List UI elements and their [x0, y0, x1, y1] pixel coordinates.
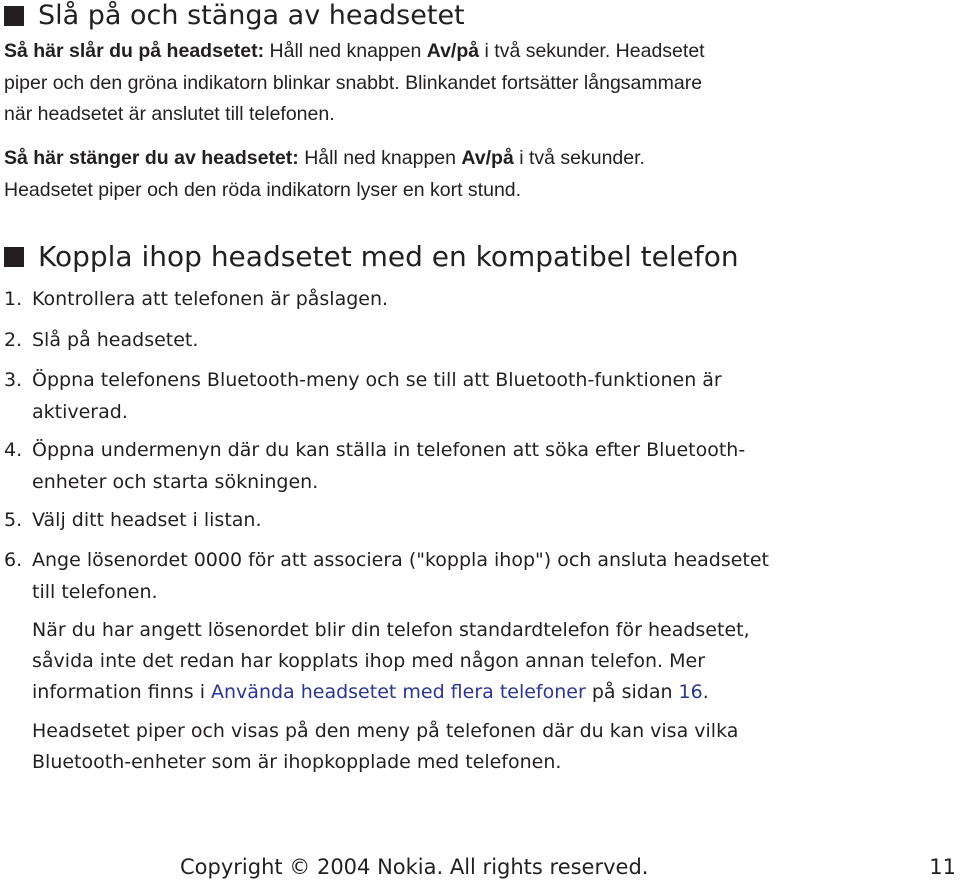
list-item: 6. Ange lösenordet 0000 för att associera ("koppla ihop") och ansluta headsetet till telefonen.: [4, 549, 770, 603]
cross-reference-link[interactable]: Använda headsetet med flera telefoner: [211, 681, 586, 703]
copyright-footer: Copyright © 2004 Nokia. All rights reserved.: [180, 855, 649, 879]
section-heading-power: [4, 0, 465, 32]
power-on-line-3: när headsetet är anslutet till telefonen.: [4, 103, 335, 125]
page-number: 11: [929, 855, 956, 879]
pairing-note: När du har angett lösenordet blir din telefon standardtelefon för headsetet, såvida inte det redan har kopplats ihop med någon annan telefon. Mer information finns i Använda headsetet med flera telefoner på sidan 16.: [32, 619, 750, 703]
square-bullet-icon: [4, 6, 24, 26]
section-heading-pairing: [4, 240, 739, 274]
power-on-line-1: Så här slår du på headsetet: Håll ned knappen Av/på i två sekunder. Headsetet: [4, 40, 705, 62]
list-item: 2. Slå på headsetet.: [4, 329, 199, 351]
power-on-line-2: piper och den gröna indikatorn blinkar snabbt. Blinkandet fortsätter långsammare: [4, 71, 703, 94]
list-item: 5. Välj ditt headset i listan.: [4, 509, 262, 531]
list-item: 4. Öppna undermenyn där du kan ställa in telefonen att söka efter Bluetooth- enheter och starta sökningen.: [4, 439, 746, 493]
heading-text: Slå på och stänga av headsetet: [38, 0, 465, 31]
confirmation-note: Headsetet piper och visas på den meny på telefonen där du kan visa vilka Bluetooth-enheter som är ihopkopplade med telefonen.: [32, 720, 739, 773]
list-item: 1. Kontrollera att telefonen är påslagen.: [4, 288, 389, 310]
power-on-paragraph: [4, 36, 705, 131]
square-bullet-icon: [4, 247, 24, 267]
power-off-paragraph: [4, 143, 645, 206]
power-off-line-2: Headsetet piper och den röda indikatorn lyser en kort stund.: [4, 178, 522, 201]
heading-text: Koppla ihop headsetet med en kompatibel telefon: [38, 240, 739, 273]
list-item: 3. Öppna telefonens Bluetooth-meny och se till att Bluetooth-funktionen är aktiverad.: [4, 369, 722, 423]
page-reference-link[interactable]: 16: [678, 681, 703, 703]
power-off-line-1: Så här stänger du av headsetet: Håll ned knappen Av/på i två sekunder.: [4, 147, 645, 169]
